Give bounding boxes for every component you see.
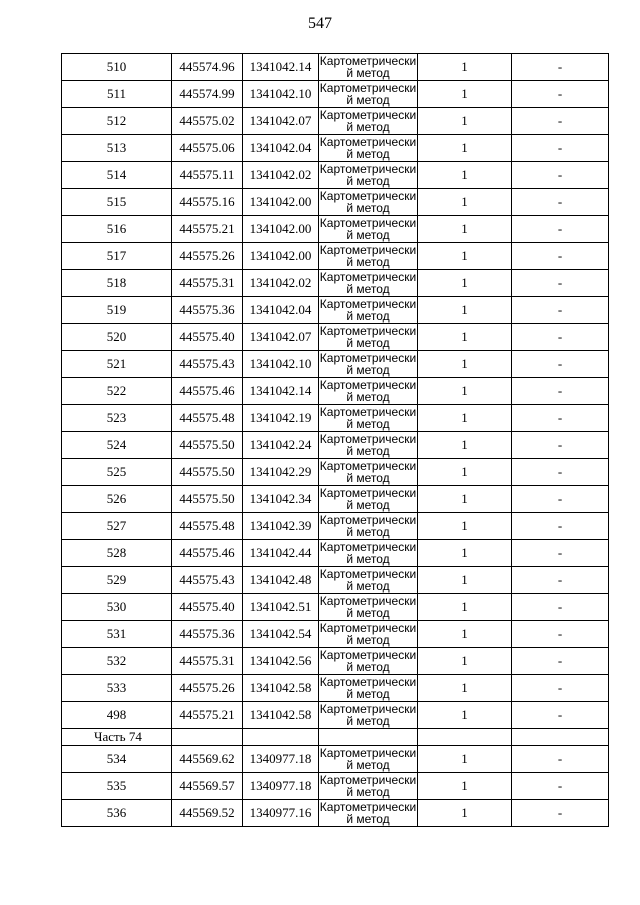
table-row bbox=[62, 486, 609, 513]
point-number-cell: 512 bbox=[62, 108, 172, 135]
empty-cell bbox=[512, 729, 609, 746]
accuracy-cell: 1 bbox=[418, 648, 512, 675]
method-cell: Картометрический метод bbox=[319, 459, 417, 485]
x-coordinate-cell: 445575.50 bbox=[172, 486, 243, 513]
accuracy-cell: 1 bbox=[418, 702, 512, 729]
method-cell: Картометрический метод bbox=[319, 702, 417, 728]
accuracy-cell: 1 bbox=[418, 270, 512, 297]
table-row bbox=[62, 594, 609, 621]
point-number-cell: 535 bbox=[62, 773, 172, 800]
y-coordinate-cell: 1341042.54 bbox=[243, 621, 319, 648]
method-cell: Картометрический метод bbox=[319, 324, 417, 350]
y-coordinate-cell: 1341042.34 bbox=[243, 486, 319, 513]
accuracy-cell: 1 bbox=[418, 567, 512, 594]
note-cell: - bbox=[512, 54, 609, 81]
note-cell: - bbox=[512, 540, 609, 567]
x-coordinate-cell: 445575.26 bbox=[172, 243, 243, 270]
method-cell: Картометрический метод bbox=[319, 567, 417, 593]
x-coordinate-cell: 445575.36 bbox=[172, 621, 243, 648]
point-number-cell: 515 bbox=[62, 189, 172, 216]
y-coordinate-cell: 1341042.04 bbox=[243, 135, 319, 162]
point-number-cell: 498 bbox=[62, 702, 172, 729]
section-row bbox=[62, 729, 609, 746]
x-coordinate-cell: 445575.16 bbox=[172, 189, 243, 216]
empty-cell bbox=[418, 729, 512, 746]
method-cell: Картометрический метод bbox=[319, 432, 417, 458]
table-row bbox=[62, 567, 609, 594]
note-cell: - bbox=[512, 270, 609, 297]
table-body-bottom bbox=[62, 746, 609, 827]
point-number-cell: 533 bbox=[62, 675, 172, 702]
note-cell: - bbox=[512, 486, 609, 513]
accuracy-cell: 1 bbox=[418, 351, 512, 378]
note-cell: - bbox=[512, 594, 609, 621]
method-cell: Картометрический метод bbox=[319, 675, 417, 701]
method-cell: Картометрический метод bbox=[319, 162, 417, 188]
empty-cell bbox=[172, 729, 243, 746]
note-cell: - bbox=[512, 675, 609, 702]
point-number-cell: 525 bbox=[62, 459, 172, 486]
accuracy-cell: 1 bbox=[418, 324, 512, 351]
x-coordinate-cell: 445575.48 bbox=[172, 405, 243, 432]
point-number-cell: 517 bbox=[62, 243, 172, 270]
point-number-cell: 530 bbox=[62, 594, 172, 621]
note-cell: - bbox=[512, 378, 609, 405]
point-number-cell: 528 bbox=[62, 540, 172, 567]
x-coordinate-cell: 445575.40 bbox=[172, 324, 243, 351]
table-row bbox=[62, 216, 609, 243]
method-cell: Картометрический метод bbox=[319, 648, 417, 674]
method-cell: Картометрический метод bbox=[319, 108, 417, 134]
method-cell: Картометрический метод bbox=[319, 800, 417, 826]
y-coordinate-cell: 1341042.00 bbox=[243, 189, 319, 216]
x-coordinate-cell: 445575.40 bbox=[172, 594, 243, 621]
x-coordinate-cell: 445569.57 bbox=[172, 773, 243, 800]
method-cell: Картометрический метод bbox=[319, 746, 417, 772]
accuracy-cell: 1 bbox=[418, 594, 512, 621]
note-cell: - bbox=[512, 81, 609, 108]
point-number-cell: 511 bbox=[62, 81, 172, 108]
y-coordinate-cell: 1341042.07 bbox=[243, 108, 319, 135]
point-number-cell: 516 bbox=[62, 216, 172, 243]
note-cell: - bbox=[512, 405, 609, 432]
x-coordinate-cell: 445575.50 bbox=[172, 459, 243, 486]
x-coordinate-cell: 445575.26 bbox=[172, 675, 243, 702]
accuracy-cell: 1 bbox=[418, 800, 512, 827]
y-coordinate-cell: 1341042.14 bbox=[243, 54, 319, 81]
method-cell: Картометрический метод bbox=[319, 189, 417, 215]
y-coordinate-cell: 1341042.29 bbox=[243, 459, 319, 486]
y-coordinate-cell: 1341042.02 bbox=[243, 162, 319, 189]
accuracy-cell: 1 bbox=[418, 81, 512, 108]
table-row bbox=[62, 675, 609, 702]
table-row bbox=[62, 351, 609, 378]
note-cell: - bbox=[512, 513, 609, 540]
accuracy-cell: 1 bbox=[418, 675, 512, 702]
accuracy-cell: 1 bbox=[418, 746, 512, 773]
table-row bbox=[62, 297, 609, 324]
point-number-cell: 520 bbox=[62, 324, 172, 351]
x-coordinate-cell: 445574.96 bbox=[172, 54, 243, 81]
method-cell: Картометрический метод bbox=[319, 351, 417, 377]
x-coordinate-cell: 445575.11 bbox=[172, 162, 243, 189]
accuracy-cell: 1 bbox=[418, 540, 512, 567]
x-coordinate-cell: 445575.06 bbox=[172, 135, 243, 162]
section-label: Часть 74 bbox=[62, 729, 172, 746]
note-cell: - bbox=[512, 243, 609, 270]
accuracy-cell: 1 bbox=[418, 135, 512, 162]
y-coordinate-cell: 1341042.14 bbox=[243, 378, 319, 405]
note-cell: - bbox=[512, 432, 609, 459]
accuracy-cell: 1 bbox=[418, 378, 512, 405]
table-row bbox=[62, 378, 609, 405]
method-cell: Картометрический метод bbox=[319, 540, 417, 566]
table-row bbox=[62, 243, 609, 270]
point-number-cell: 527 bbox=[62, 513, 172, 540]
method-cell: Картометрический метод bbox=[319, 621, 417, 647]
x-coordinate-cell: 445575.50 bbox=[172, 432, 243, 459]
y-coordinate-cell: 1341042.19 bbox=[243, 405, 319, 432]
note-cell: - bbox=[512, 648, 609, 675]
x-coordinate-cell: 445575.43 bbox=[172, 567, 243, 594]
y-coordinate-cell: 1341042.58 bbox=[243, 675, 319, 702]
note-cell: - bbox=[512, 189, 609, 216]
y-coordinate-cell: 1341042.10 bbox=[243, 351, 319, 378]
method-cell: Картометрический метод bbox=[319, 54, 417, 80]
method-cell: Картометрический метод bbox=[319, 243, 417, 269]
note-cell: - bbox=[512, 459, 609, 486]
note-cell: - bbox=[512, 351, 609, 378]
point-number-cell: 522 bbox=[62, 378, 172, 405]
table-row bbox=[62, 162, 609, 189]
accuracy-cell: 1 bbox=[418, 621, 512, 648]
x-coordinate-cell: 445569.52 bbox=[172, 800, 243, 827]
y-coordinate-cell: 1341042.56 bbox=[243, 648, 319, 675]
point-number-cell: 532 bbox=[62, 648, 172, 675]
x-coordinate-cell: 445575.02 bbox=[172, 108, 243, 135]
accuracy-cell: 1 bbox=[418, 108, 512, 135]
y-coordinate-cell: 1341042.00 bbox=[243, 243, 319, 270]
point-number-cell: 514 bbox=[62, 162, 172, 189]
method-cell: Картометрический метод bbox=[319, 486, 417, 512]
table-row bbox=[62, 702, 609, 729]
accuracy-cell: 1 bbox=[418, 486, 512, 513]
note-cell: - bbox=[512, 746, 609, 773]
table-row bbox=[62, 773, 609, 800]
table-body-top bbox=[62, 54, 609, 729]
y-coordinate-cell: 1341042.24 bbox=[243, 432, 319, 459]
table-row bbox=[62, 432, 609, 459]
accuracy-cell: 1 bbox=[418, 297, 512, 324]
page-number: 547 bbox=[308, 15, 332, 32]
table-row bbox=[62, 135, 609, 162]
note-cell: - bbox=[512, 135, 609, 162]
method-cell: Картометрический метод bbox=[319, 378, 417, 404]
method-cell: Картометрический метод bbox=[319, 135, 417, 161]
table-row bbox=[62, 54, 609, 81]
accuracy-cell: 1 bbox=[418, 459, 512, 486]
x-coordinate-cell: 445575.21 bbox=[172, 216, 243, 243]
x-coordinate-cell: 445574.99 bbox=[172, 81, 243, 108]
table-row bbox=[62, 270, 609, 297]
method-cell: Картометрический метод bbox=[319, 594, 417, 620]
point-number-cell: 513 bbox=[62, 135, 172, 162]
section-header bbox=[62, 729, 609, 746]
y-coordinate-cell: 1340977.16 bbox=[243, 800, 319, 827]
accuracy-cell: 1 bbox=[418, 773, 512, 800]
accuracy-cell: 1 bbox=[418, 513, 512, 540]
method-cell: Картометрический метод bbox=[319, 81, 417, 107]
table-row bbox=[62, 648, 609, 675]
table-row bbox=[62, 459, 609, 486]
point-number-cell: 519 bbox=[62, 297, 172, 324]
point-number-cell: 523 bbox=[62, 405, 172, 432]
point-number-cell: 521 bbox=[62, 351, 172, 378]
table-row bbox=[62, 324, 609, 351]
table-row bbox=[62, 540, 609, 567]
point-number-cell: 529 bbox=[62, 567, 172, 594]
method-cell: Картометрический метод bbox=[319, 216, 417, 242]
y-coordinate-cell: 1341042.00 bbox=[243, 216, 319, 243]
y-coordinate-cell: 1341042.39 bbox=[243, 513, 319, 540]
y-coordinate-cell: 1341042.02 bbox=[243, 270, 319, 297]
point-number-cell: 534 bbox=[62, 746, 172, 773]
note-cell: - bbox=[512, 702, 609, 729]
table-row bbox=[62, 108, 609, 135]
table-row bbox=[62, 513, 609, 540]
y-coordinate-cell: 1341042.07 bbox=[243, 324, 319, 351]
table-row bbox=[62, 189, 609, 216]
table-row bbox=[62, 746, 609, 773]
x-coordinate-cell: 445575.31 bbox=[172, 270, 243, 297]
method-cell: Картометрический метод bbox=[319, 297, 417, 323]
coordinates-table bbox=[61, 53, 609, 827]
accuracy-cell: 1 bbox=[418, 432, 512, 459]
x-coordinate-cell: 445575.36 bbox=[172, 297, 243, 324]
empty-cell bbox=[243, 729, 319, 746]
note-cell: - bbox=[512, 108, 609, 135]
note-cell: - bbox=[512, 621, 609, 648]
y-coordinate-cell: 1341042.44 bbox=[243, 540, 319, 567]
x-coordinate-cell: 445575.43 bbox=[172, 351, 243, 378]
x-coordinate-cell: 445575.46 bbox=[172, 378, 243, 405]
accuracy-cell: 1 bbox=[418, 162, 512, 189]
point-number-cell: 526 bbox=[62, 486, 172, 513]
accuracy-cell: 1 bbox=[418, 216, 512, 243]
y-coordinate-cell: 1341042.04 bbox=[243, 297, 319, 324]
y-coordinate-cell: 1340977.18 bbox=[243, 746, 319, 773]
table-row bbox=[62, 621, 609, 648]
table-row bbox=[62, 405, 609, 432]
point-number-cell: 536 bbox=[62, 800, 172, 827]
method-cell: Картометрический метод bbox=[319, 405, 417, 431]
empty-cell bbox=[319, 729, 418, 746]
note-cell: - bbox=[512, 324, 609, 351]
x-coordinate-cell: 445575.21 bbox=[172, 702, 243, 729]
accuracy-cell: 1 bbox=[418, 189, 512, 216]
table-row bbox=[62, 800, 609, 827]
method-cell: Картометрический метод bbox=[319, 270, 417, 296]
table-row bbox=[62, 81, 609, 108]
point-number-cell: 510 bbox=[62, 54, 172, 81]
x-coordinate-cell: 445575.31 bbox=[172, 648, 243, 675]
accuracy-cell: 1 bbox=[418, 405, 512, 432]
accuracy-cell: 1 bbox=[418, 54, 512, 81]
y-coordinate-cell: 1341042.51 bbox=[243, 594, 319, 621]
y-coordinate-cell: 1341042.48 bbox=[243, 567, 319, 594]
note-cell: - bbox=[512, 800, 609, 827]
method-cell: Картометрический метод bbox=[319, 773, 417, 799]
y-coordinate-cell: 1341042.58 bbox=[243, 702, 319, 729]
point-number-cell: 518 bbox=[62, 270, 172, 297]
x-coordinate-cell: 445575.46 bbox=[172, 540, 243, 567]
point-number-cell: 531 bbox=[62, 621, 172, 648]
accuracy-cell: 1 bbox=[418, 243, 512, 270]
point-number-cell: 524 bbox=[62, 432, 172, 459]
method-cell: Картометрический метод bbox=[319, 513, 417, 539]
note-cell: - bbox=[512, 216, 609, 243]
note-cell: - bbox=[512, 162, 609, 189]
note-cell: - bbox=[512, 297, 609, 324]
note-cell: - bbox=[512, 567, 609, 594]
x-coordinate-cell: 445575.48 bbox=[172, 513, 243, 540]
x-coordinate-cell: 445569.62 bbox=[172, 746, 243, 773]
y-coordinate-cell: 1340977.18 bbox=[243, 773, 319, 800]
note-cell: - bbox=[512, 773, 609, 800]
y-coordinate-cell: 1341042.10 bbox=[243, 81, 319, 108]
